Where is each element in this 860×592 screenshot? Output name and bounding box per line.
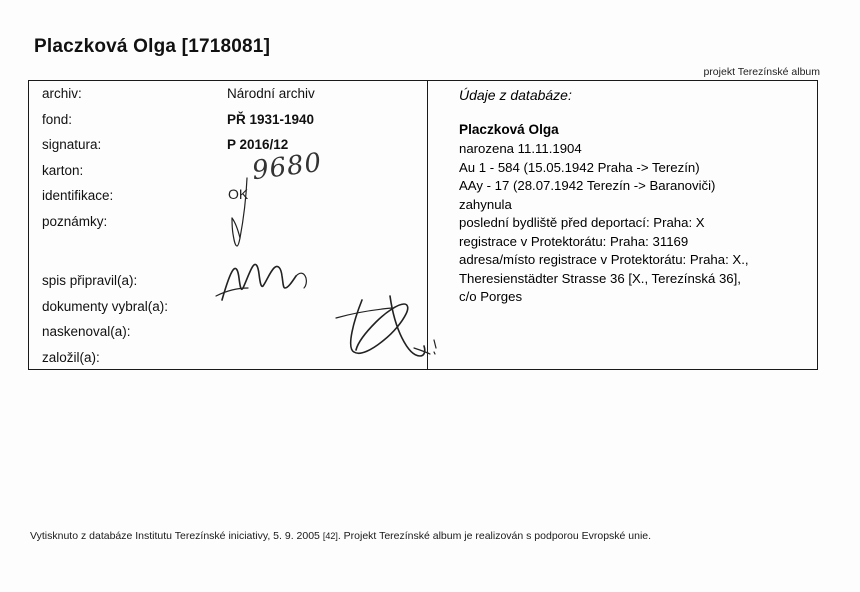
field-naskenoval [42,324,422,350]
field-label-zalozil: založil(a): [42,349,100,365]
field-karton [42,163,422,189]
field-zalozil [42,350,422,376]
footer-bracket: [42] [322,531,338,541]
db-line-registration: registrace v Protektorátu: Praha: 31169 [459,233,689,249]
panel-spacer [42,239,422,273]
card-divider [427,80,428,370]
field-value-archiv: Národní archiv [227,86,315,101]
database-heading: Údaje z databáze: [459,87,572,103]
field-archiv [42,86,422,112]
footer-text-after: . Projekt Terezínské album je realizován s podporou Evropské unie. [337,530,652,542]
field-fond [42,112,422,138]
field-label-identifikace: identifikace: [42,188,114,203]
field-value-fond: PŘ 1931-1940 [227,111,315,127]
field-label-dokumenty-vybral: dokumenty vybral(a): [42,298,169,314]
field-spis-pripravil [42,273,422,299]
field-label-spis-pripravil: spis připravil(a): [42,273,138,288]
db-line-address-1: adresa/místo registrace v Protektorátu: Praha: X., [459,252,749,267]
field-value-signatura: P 2016/12 [227,137,289,152]
field-label-karton: karton: [42,162,84,178]
field-label-naskenoval: naskenoval(a): [42,324,131,339]
field-label-poznamky: poznámky: [42,213,108,229]
db-line-birth: narozena 11.11.1904 [459,141,582,156]
footer-text-before: Vytisknuto z databáze Institutu Terezínské iniciativy, 5. 9. 2005 [30,530,323,542]
db-line-transport-2: AAy - 17 (28.07.1942 Terezín -> Baranoviči) [459,178,716,193]
field-label-archiv: archiv: [42,86,82,101]
right-panel [459,86,809,307]
field-signatura [42,137,422,163]
footer-note [30,530,651,542]
person-name: Placzková Olga [459,121,559,137]
db-line-address-3: c/o Porges [459,289,523,304]
project-note: projekt Terezínské album [703,66,820,78]
left-panel [42,86,422,375]
handwritten-karton-value: 9680 [250,147,324,187]
handwritten-identifikace-value: OK [228,186,249,202]
field-label-fond: fond: [42,111,73,127]
db-line-address-2: Theresienstädter Strasse 36 [X., Terezínská 36], [459,270,741,286]
field-label-signatura: signatura: [42,137,102,152]
db-line-fate: zahynula [459,196,512,212]
page-title: Placzková Olga [1718081] [34,36,271,57]
db-line-transport-1: Au 1 - 584 (15.05.1942 Praha -> Terezín) [459,159,700,175]
field-dokumenty-vybral [42,299,422,325]
db-line-last-address: poslední bydliště před deportací: Praha: X [459,215,705,230]
field-poznamky [42,214,422,240]
